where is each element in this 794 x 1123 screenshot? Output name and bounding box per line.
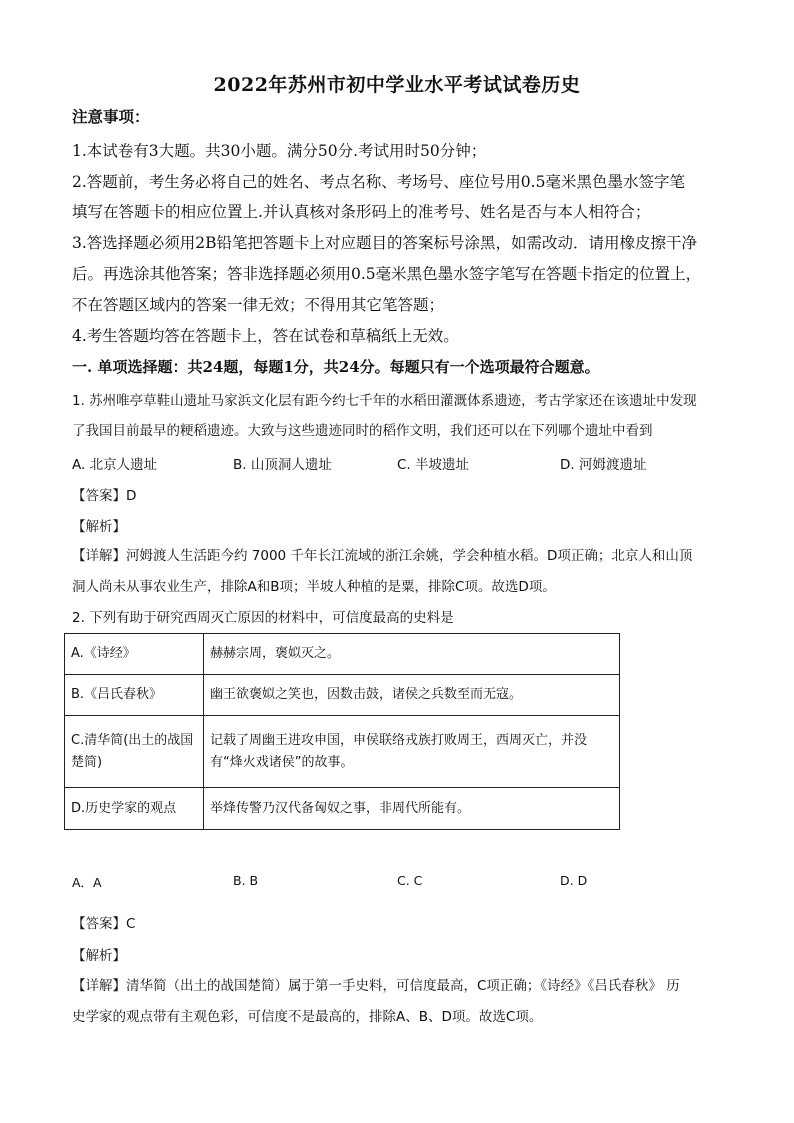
detail-line: 【详解】清华简（出土的战国楚简）属于第一手史料，可信度最高，C项正确；《诗经》《吕氏春秋》 历 (72, 978, 680, 994)
option-d: D. D (560, 873, 588, 888)
option-c: C. C (397, 873, 423, 888)
notice-line: 1.本试卷有3大题。共30小题。满分50分.考试用时50分钟； (72, 142, 487, 160)
notice-line: 不在答题区域内的答案一律无效；不得用其它笔答题； (72, 296, 445, 314)
question-stem: 1. 苏州唯亭草鞋山遗址马家浜文化层有距今约七千年的水稻田灌溉体系遗迹，考古学家还在该遗址中发现 (72, 393, 697, 409)
question-stem: 了我国目前最早的粳稻遗迹。大致与这些遗迹同时的稻作文明，我们还可以在下列哪个遗址中看到 (72, 423, 653, 439)
notice-line: 3.答选择题必须用2B铅笔把答题卡上对应题目的答案标号涂黑，如需改动．请用橡皮擦干净 (72, 234, 698, 252)
notice-heading: 注意事项： (72, 107, 150, 126)
notice-line: 4.考生答题均答在答题卡上，答在试卷和草稿纸上无效。 (72, 327, 459, 345)
content-line: 记载了周幽王进攻申国，申侯联络戎族打败周王，西周灭亡，并没 (210, 732, 588, 748)
option-b: B. 山顶洞人遗址 (233, 457, 332, 473)
analysis-label: 【解析】 (72, 948, 126, 964)
detail-line: 【详解】河姆渡人生活距今约 7000 千年长江流域的浙江余姚，学会种植水稻。D项正确；北京人和山顶 (72, 548, 693, 564)
answer-label: 【答案】C (72, 916, 136, 932)
section-heading: 一. 单项选择题：共24题，每题1分，共24分。每题只有一个选项最符合题意。 (72, 358, 600, 376)
detail-line: 史学家的观点带有主观色彩，可信度不是最高的，排除A、B、D项。故选C项。 (72, 1009, 543, 1025)
notice-line: 填写在答题卡的相应位置上.并认真核对条形码上的准考号、姓名是否与本人相符合； (72, 203, 651, 221)
notice-line: 后。再选涂其他答案；答非选择题必须用0.5毫米黑色墨水签字笔写在答题卡指定的位置上， (72, 265, 702, 283)
content-cell: 赫赫宗周，褒姒灭之。 (204, 634, 620, 675)
option-b: B. B (233, 873, 259, 888)
content-cell (204, 716, 620, 788)
source-cell: B.《吕氏春秋》 (65, 675, 204, 716)
option-c: C. 半坡遗址 (397, 457, 470, 473)
table-row (65, 716, 620, 788)
option-a: A．A (72, 875, 102, 890)
source-text: C.清华简(出土的战国楚简) (71, 732, 194, 770)
content-line: 有“烽火戏诸侯”的故事。 (210, 754, 354, 770)
table-row (65, 634, 620, 675)
page-title: 2022年苏州市初中学业水平考试试卷历史 (213, 74, 581, 96)
option-d: D. 河姆渡遗址 (560, 457, 647, 473)
source-cell: D.历史学家的观点 (65, 788, 204, 830)
table-row (65, 675, 620, 716)
notice-line: 2.答题前，考生务必将自己的姓名、考点名称、考场号、座位号用0.5毫米黑色墨水签字笔 (72, 173, 685, 191)
content-cell: 举烽传警乃汉代备匈奴之事，非周代所能有。 (204, 788, 620, 830)
source-cell (65, 716, 204, 788)
detail-line: 洞人尚未从事农业生产，排除A和B项；半坡人种植的是粟，排除C项。故选D项。 (72, 579, 556, 595)
content-cell: 幽王欲褒姒之笑也，因数击鼓，诸侯之兵数至而无寇。 (204, 675, 620, 716)
source-cell: A.《诗经》 (65, 634, 204, 675)
question-stem: 2. 下列有助于研究西周灭亡原因的材料中，可信度最高的史料是 (72, 610, 454, 626)
analysis-label: 【解析】 (72, 519, 126, 535)
answer-label: 【答案】D (72, 488, 137, 504)
source-table (64, 633, 620, 830)
table-row (65, 788, 620, 830)
option-a: A. 北京人遗址 (72, 457, 158, 473)
